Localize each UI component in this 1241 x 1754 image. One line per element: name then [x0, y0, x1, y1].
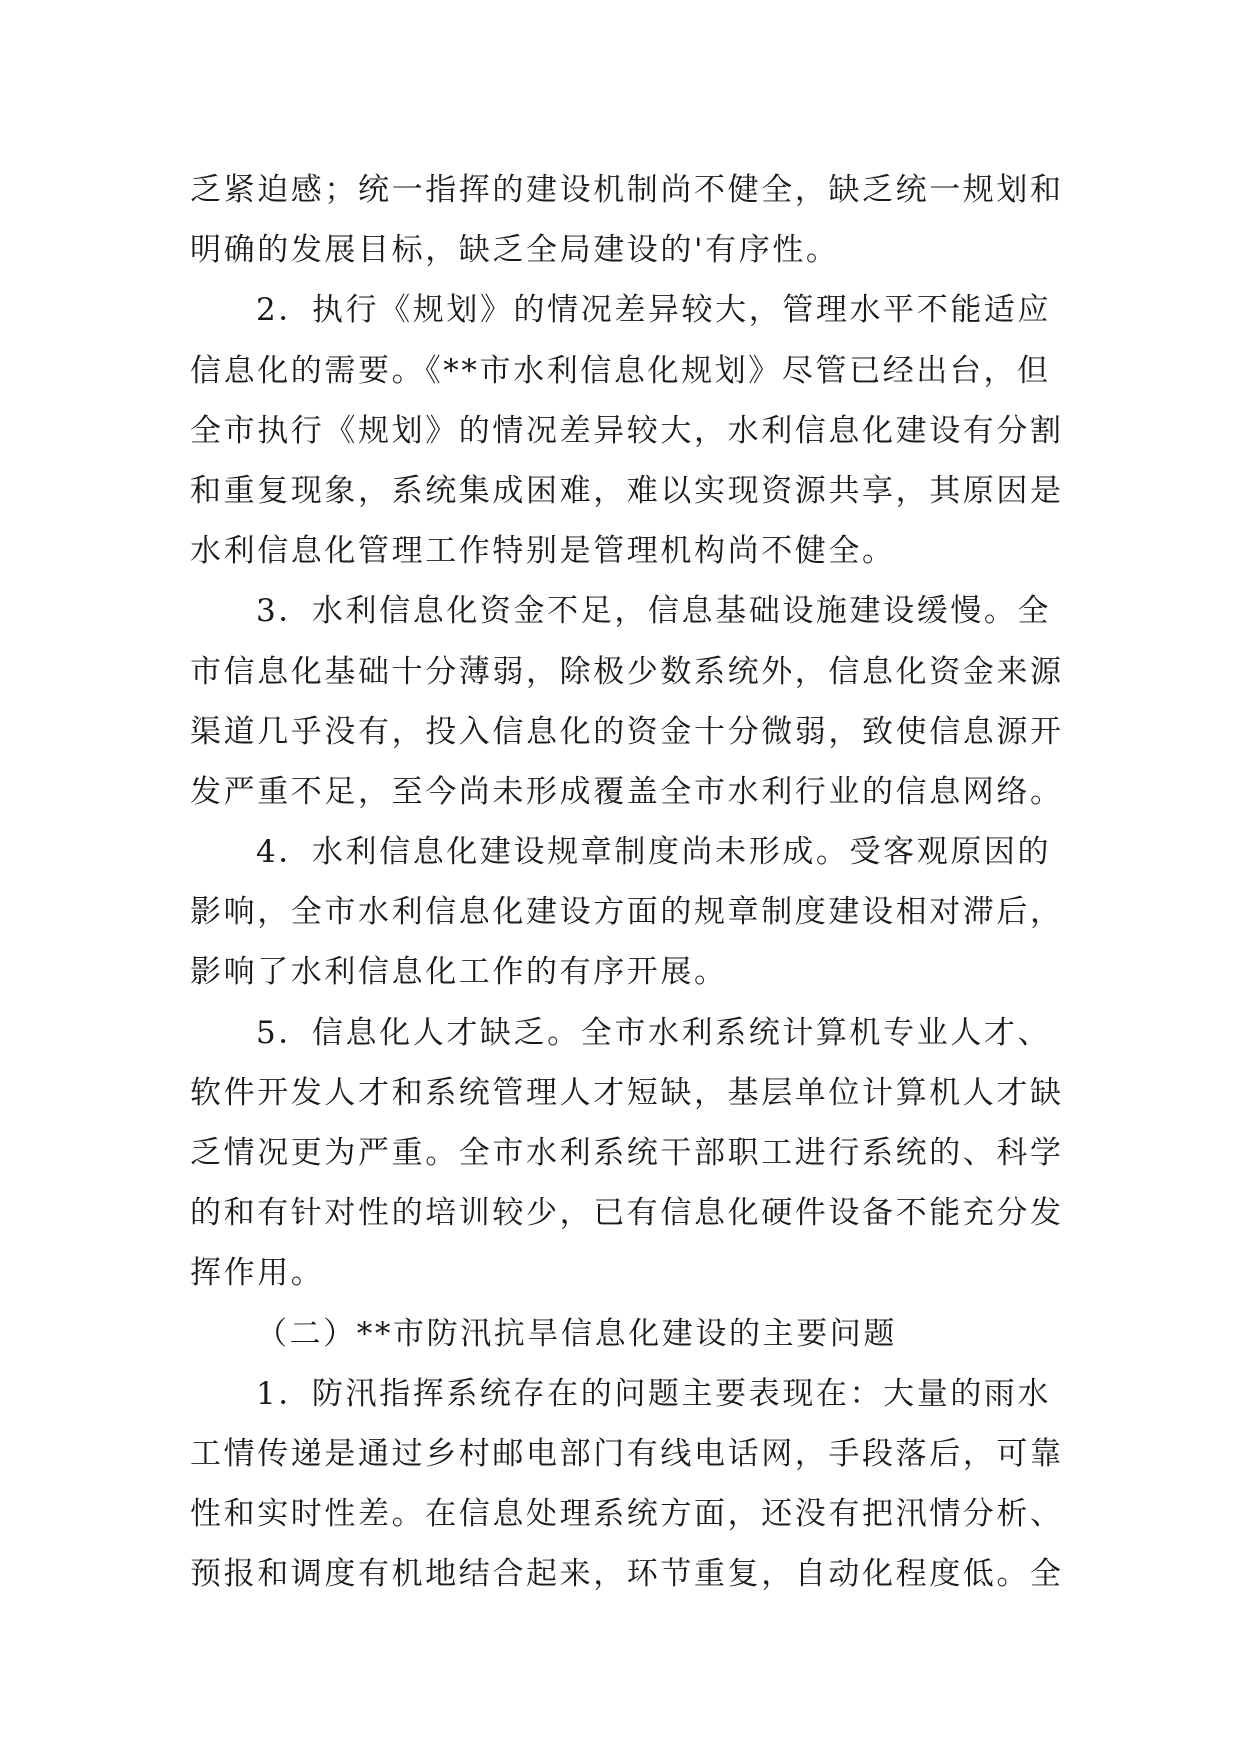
text-line: 性和实时性差。在信息处理系统方面，还没有把汛情分析、 — [190, 1496, 1064, 1533]
text-line: 发严重不足，至今尚未形成覆盖全市水利行业的信息网络。 — [190, 773, 1064, 810]
text-line: 挥作用。 — [190, 1255, 325, 1292]
text-line: 乏紧迫感；统一指挥的建设机制尚不健全，缺乏统一规划和 — [190, 172, 1064, 208]
paragraph-start-3: 3．水利信息化资金不足，信息基础设施建设缓慢。全 — [256, 593, 1052, 630]
text-line: 信息化的需要。《**市水利信息化规划》尽管已经出台，但 — [190, 352, 1051, 389]
section-heading: （二）**市防汛抗旱信息化建设的主要问题 — [256, 1315, 897, 1352]
text-line: 的和有针对性的培训较少，已有信息化硬件设备不能充分发 — [190, 1195, 1064, 1232]
text-line: 影响了水利信息化工作的有序开展。 — [190, 954, 728, 991]
text-line: 软件开发人才和系统管理人才短缺，基层单位计算机人才缺 — [190, 1074, 1064, 1111]
text-line: 和重复现象，系统集成困难，难以实现资源共享，其原因是 — [190, 472, 1064, 509]
text-line: 全市执行《规划》的情况差异较大，水利信息化建设有分割 — [190, 412, 1064, 449]
text-line: 明确的发展目标，缺乏全局建设的'有序性。 — [190, 232, 840, 269]
body-text — [190, 160, 1064, 1605]
text-line: 影响，全市水利信息化建设方面的规章制度建设相对滞后， — [190, 894, 1064, 931]
text-line: 市信息化基础十分薄弱，除极少数系统外，信息化资金来源 — [190, 653, 1064, 690]
paragraph-start-4: 4．水利信息化建设规章制度尚未形成。受客观原因的 — [256, 834, 1052, 871]
text-line: 工情传递是通过乡村邮电部门有线电话网，手段落后，可靠 — [190, 1435, 1064, 1472]
paragraph-start-2: 2．执行《规划》的情况差异较大，管理水平不能适应 — [256, 292, 1052, 329]
paragraph-start-5: 5．信息化人才缺乏。全市水利系统计算机专业人才、 — [256, 1014, 1052, 1051]
text-line: 预报和调度有机地结合起来，环节重复，自动化程度低。全 — [190, 1556, 1064, 1593]
text-line: 乏情况更为严重。全市水利系统干部职工进行系统的、科学 — [190, 1135, 1064, 1171]
text-line: 水利信息化管理工作特别是管理机构尚不健全。 — [190, 533, 896, 570]
paragraph-start-1: 1．防汛指挥系统存在的问题主要表现在：大量的雨水 — [256, 1375, 1052, 1412]
text-line: 渠道几乎没有，投入信息化的资金十分微弱，致使信息源开 — [190, 713, 1064, 750]
